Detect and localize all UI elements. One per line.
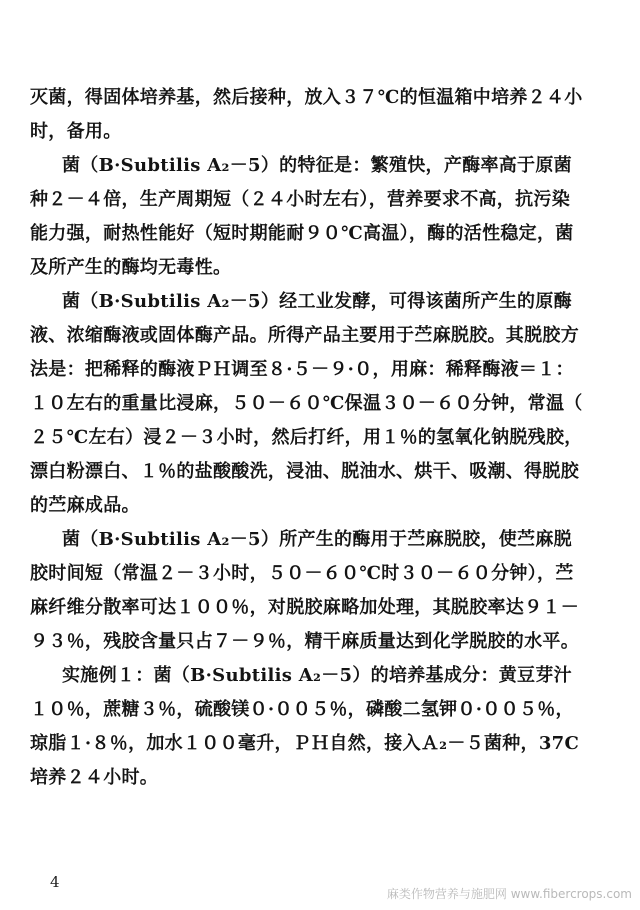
text-line: 培养２４小时。: [30, 767, 159, 788]
text-line: 琼脂１·８％，加水１００毫升，ＰＨ自然，接入Ａ₂－５菌种，37C: [30, 733, 580, 754]
text-line: 漂白粉漂白、１％的盐酸酸洗，浸油、脱油水、烘干、吸潮、得脱胶: [30, 461, 579, 482]
text-line: 的苎麻成品。: [30, 495, 140, 516]
text-line: 麻纤维分散率可达１００％，对脱胶麻略加处理，其脱胶率达９１－: [30, 597, 579, 618]
watermark-text: 麻类作物营养与施肥网 www.fibercrops.com: [386, 887, 632, 901]
text-line: １０左右的重量比浸麻，５０－６０℃保温３０－６０分钟，常温（: [30, 393, 583, 414]
text-line: 实施例１：菌（B·Subtilis A₂－5）的培养基成分：黄豆芽汁: [62, 665, 572, 686]
text-line: 灭菌，得固体培养基，然后接种，放入３７℃的恒温箱中培养２４小: [30, 87, 583, 108]
text-line: 胶时间短（常温２－３小时，５０－６０℃时３０－６０分钟），苎: [30, 563, 574, 584]
text-line: 菌（B·Subtilis A₂－5）的特征是：繁殖快，产酶率高于原菌: [62, 155, 572, 176]
text-line: 菌（B·Subtilis A₂－5）经工业发酵，可得该菌所产生的原酶: [62, 291, 572, 312]
text-line: 能力强，耐热性能好（短时期能耐９０℃高温），酶的活性稳定，菌: [30, 223, 574, 244]
text-line: 菌（B·Subtilis A₂－5）所产生的酶用于苎麻脱胶，使苎麻脱: [62, 529, 572, 550]
page-number: 4: [50, 873, 60, 891]
text-line: 法是：把稀释的酶液ＰＨ调至８·５－９·０，用麻：稀释酶液＝１：: [30, 359, 574, 380]
text-line: １０％，蔗糖３％，硫酸镁０·００５％，磷酸二氢钾０·００５％，: [30, 699, 574, 720]
text-line: 及所产生的酶均无毒性。: [30, 257, 232, 278]
text-line: ２５℃左右）浸２－３小时，然后打纤，用１％的氢氧化钠脱残胶，: [30, 427, 583, 448]
text-line: ９３％，残胶含量只占７－９％，精干麻质量达到化学脱胶的水平。: [30, 631, 579, 652]
text-line: 液、浓缩酶液或固体酶产品。所得产品主要用于苎麻脱胶。其脱胶方: [30, 325, 579, 346]
text-line: 时，备用。: [30, 121, 122, 142]
text-line: 种２－４倍，生产周期短（２４小时左右），营养要求不高，抗污染: [30, 189, 570, 210]
